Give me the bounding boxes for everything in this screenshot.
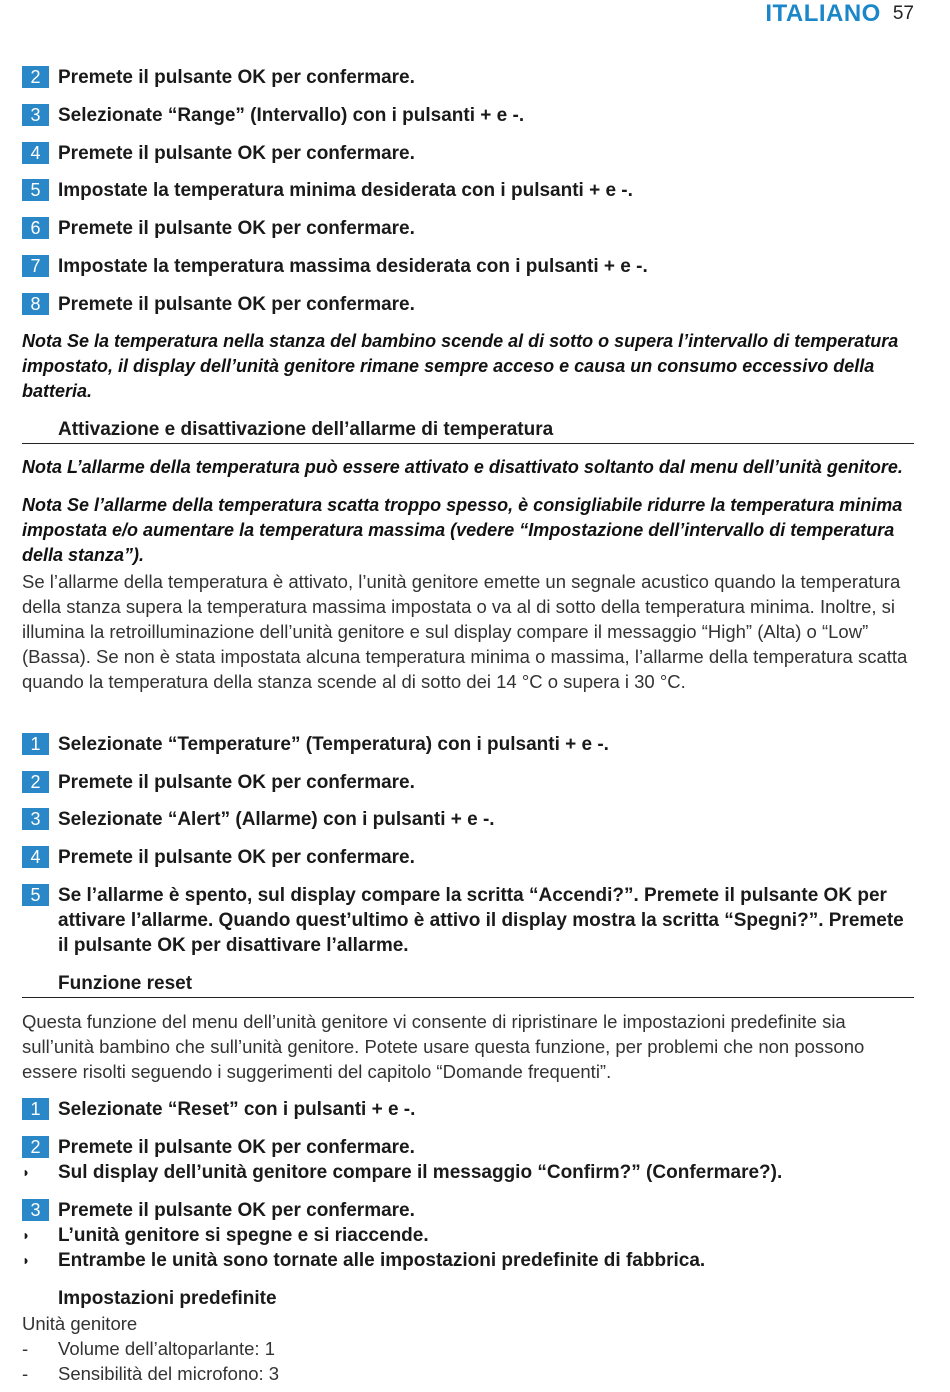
- step-number-badge: 2: [22, 66, 49, 88]
- step-item: [22, 1135, 914, 1160]
- step-item: [22, 1198, 914, 1223]
- step-text: Se l’allarme è spento, sul display compare la scritta “Accendi?”. Premete il pulsante OK per attivare l’allarme. Quando quest’ultimo è attivo il display mostra la scritta “Spegni?”. Premete il pulsante OK per disattivare l’allarme.: [58, 885, 904, 956]
- bullet-marker-icon: ◗: [22, 1252, 31, 1268]
- step-text: Premete il pulsante OK per confermare.: [58, 294, 415, 315]
- paragraph-reset-description: Questa funzione del menu dell’unità genitore vi consente di ripristinare le impostazioni predefinite sia sull’unità bambino che sull’unità genitore. Potete usare questa funzione, per problemi che non possono essere risolti seguendo i suggerimenti del capitolo “Domande frequenti”.: [22, 1011, 865, 1082]
- bullet-marker-icon: ◗: [22, 1227, 31, 1243]
- note-battery: Nota Se la temperatura nella stanza del bambino scende al di sotto o supera l’intervallo di temperatura impostato, il display dell’unità genitore rimane sempre acceso e causa un consumo eccessivo della batteria.: [22, 331, 899, 401]
- step-text: Premete il pulsante OK per confermare.: [58, 1200, 415, 1221]
- step-item: [22, 1097, 914, 1122]
- page-number: 57: [892, 3, 914, 24]
- section-heading-defaults: Impostazioni predefinite: [58, 1288, 277, 1309]
- step-text: Premete il pulsante OK per confermare.: [58, 143, 415, 164]
- step-item: [22, 845, 914, 870]
- note-alarm-frequency: Nota Se l’allarme della temperatura scatta troppo spesso, è consigliabile ridurre la temperatura minima impostata e/o aumentare la temperatura massima (vedere “Impostazione dell’intervallo di temperatura della stanza”).: [22, 495, 903, 565]
- step-text: Premete il pulsante OK per confermare.: [58, 847, 415, 868]
- section-heading-reset: Funzione reset: [22, 971, 914, 998]
- section-heading-temperature-alarm: Attivazione e disattivazione dell’allarme di temperatura: [22, 417, 914, 444]
- step-number-badge: 1: [22, 1098, 49, 1120]
- note-alarm-menu: Nota L’allarme della temperatura può essere attivato e disattivato soltanto dal menu dell’unità genitore.: [22, 457, 903, 477]
- step-item: [22, 103, 914, 128]
- step-number-badge: 6: [22, 217, 49, 239]
- step-number-badge: 3: [22, 1199, 49, 1221]
- step-number-badge: 2: [22, 1136, 49, 1158]
- dash-marker: -: [22, 1338, 29, 1359]
- step-text: Premete il pulsante OK per confermare.: [58, 1137, 415, 1158]
- step-number-badge: 5: [22, 884, 49, 906]
- step-number-badge: 3: [22, 104, 49, 126]
- step-item: [22, 732, 914, 757]
- step-number-badge: 5: [22, 179, 49, 201]
- step-number-badge: 3: [22, 808, 49, 830]
- result-bullet: [22, 1160, 914, 1185]
- result-bullet: [22, 1223, 914, 1248]
- step-number-badge: 2: [22, 771, 49, 793]
- step-item: [22, 292, 914, 317]
- step-text: Selezionate “Alert” (Allarme) con i pulsanti + e -.: [58, 809, 495, 830]
- defaults-list-item: [22, 1361, 279, 1386]
- step-number-badge: 1: [22, 733, 49, 755]
- step-item: [22, 254, 914, 279]
- step-text: Selezionate “Reset” con i pulsanti + e -.: [58, 1099, 416, 1120]
- language-label: ITALIANO: [765, 0, 881, 27]
- paragraph-alarm-description: Se l’allarme della temperatura è attivato, l’unità genitore emette un segnale acustico quando la temperatura della stanza supera la temperatura massima impostata o va al di sotto della temperatura minima. Inoltre, si illumina la retroilluminazione dell’unità genitore e sul display compare il messaggio “High” (Alta) o “Low” (Bassa). Se non è stata impostata alcuna temperatura minima o massima, l’allarme della temperatura scatta quando la temperatura della stanza scende al di sotto dei 14 °C o supera i 30 °C.: [22, 571, 908, 692]
- step-text: Premete il pulsante OK per confermare.: [58, 772, 415, 793]
- page-header: [765, 0, 914, 28]
- step-item: [22, 807, 914, 832]
- step-item: [22, 65, 914, 90]
- bullet-text: Entrambe le unità sono tornate alle impostazioni predefinite di fabbrica.: [58, 1250, 706, 1271]
- defaults-subtitle: Unità genitore: [22, 1313, 138, 1334]
- step-item: [22, 883, 914, 958]
- bullet-text: Sul display dell’unità genitore compare il messaggio “Confirm?” (Confermare?).: [58, 1162, 783, 1183]
- dash-marker: -: [22, 1363, 29, 1384]
- step-item: [22, 216, 914, 241]
- step-text: Selezionate “Temperature” (Temperatura) con i pulsanti + e -.: [58, 734, 609, 755]
- result-bullet: [22, 1248, 914, 1273]
- step-item: [22, 141, 914, 166]
- defaults-item-text: Sensibilità del microfono: 3: [58, 1363, 280, 1384]
- bullet-text: L’unità genitore si spegne e si riaccende.: [58, 1225, 429, 1246]
- step-text: Impostate la temperatura massima desiderata con i pulsanti + e -.: [58, 256, 648, 277]
- bullet-marker-icon: ◗: [22, 1164, 31, 1180]
- step-number-badge: 4: [22, 142, 49, 164]
- step-number-badge: 4: [22, 846, 49, 868]
- step-text: Premete il pulsante OK per confermare.: [58, 67, 415, 88]
- step-item: [22, 770, 914, 795]
- step-text: Premete il pulsante OK per confermare.: [58, 218, 415, 239]
- step-text: Selezionate “Range” (Intervallo) con i pulsanti + e -.: [58, 105, 525, 126]
- step-number-badge: 7: [22, 255, 49, 277]
- step-number-badge: 8: [22, 293, 49, 315]
- defaults-item-text: Volume dell’altoparlante: 1: [58, 1338, 276, 1359]
- defaults-list-item: [22, 1336, 275, 1361]
- step-text: Impostate la temperatura minima desiderata con i pulsanti + e -.: [58, 180, 633, 201]
- step-item: [22, 178, 914, 203]
